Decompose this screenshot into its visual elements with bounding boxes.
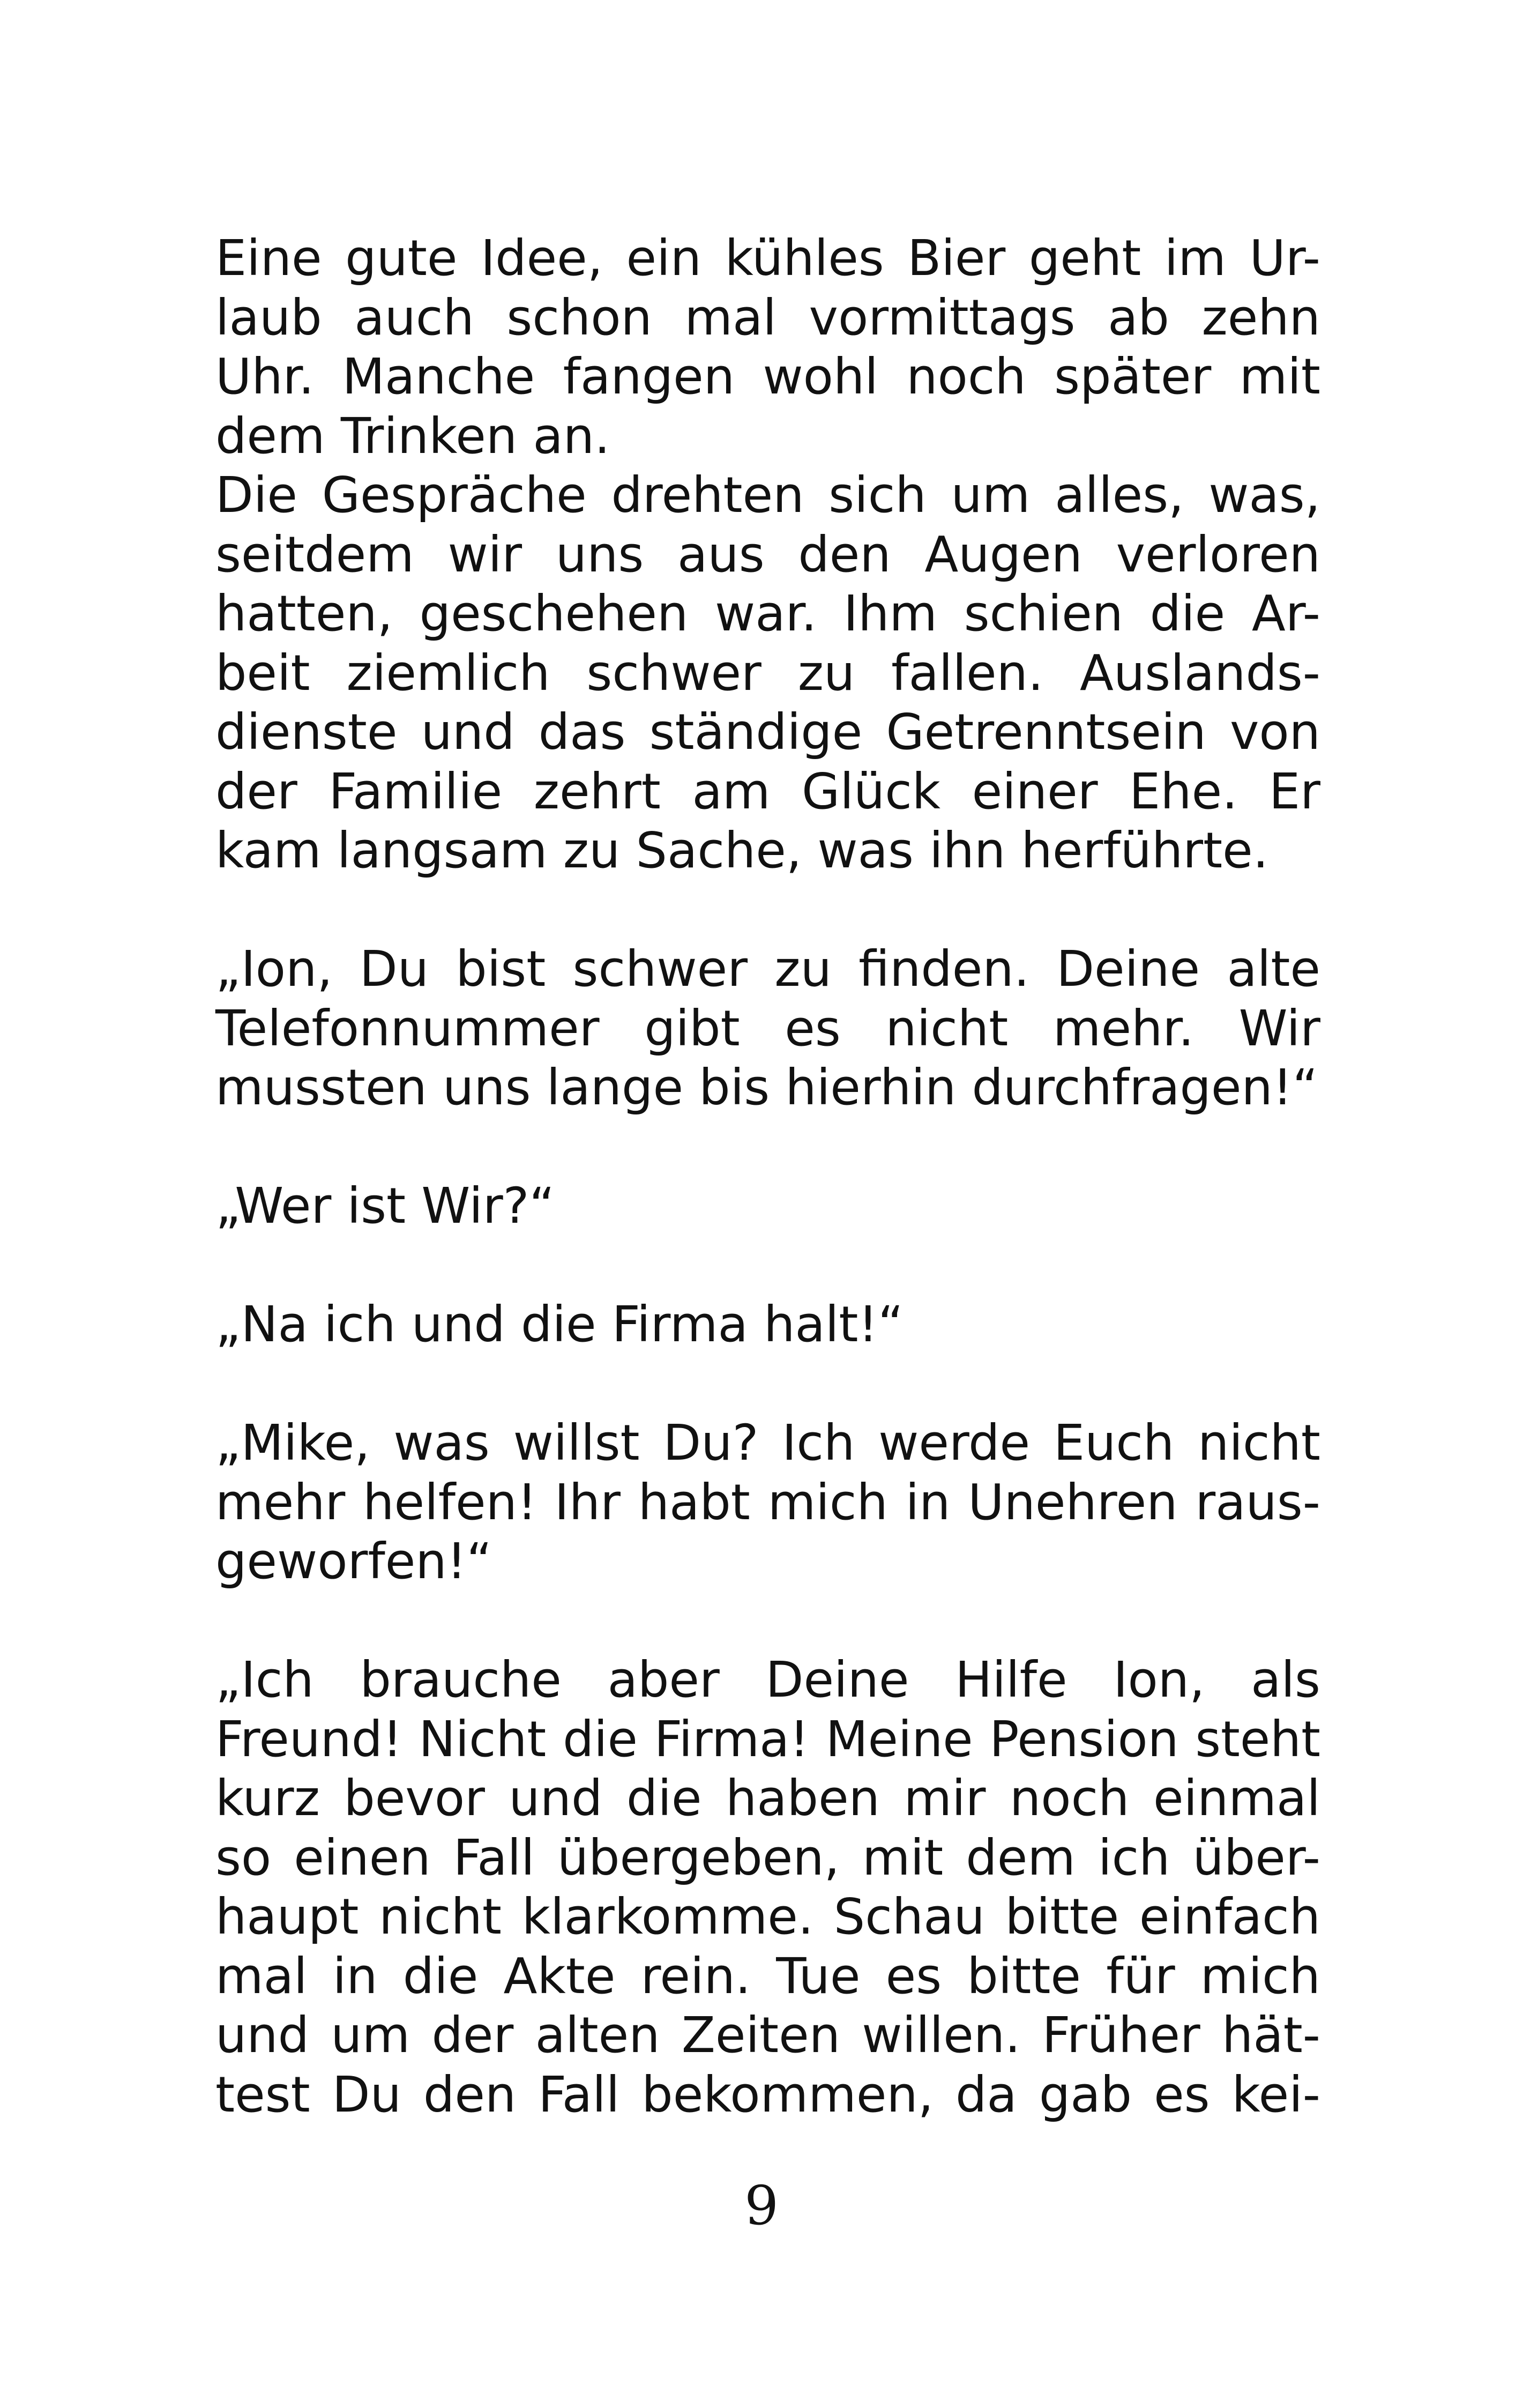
text-line: Freund! Nicht die Firma! Meine Pension steht (215, 1710, 1320, 1768)
text-line: „Na ich und die Firma halt!“ (215, 1296, 904, 1353)
text-line: „Ich brauche aber Deine Hilfe Ion, als (215, 1651, 1320, 1708)
text-line: mehr helfen! Ihr habt mich in Unehren raus- (215, 1473, 1320, 1531)
text-line: und um der alten Zeiten willen. Früher hät- (215, 2006, 1320, 2064)
text-line: dienste und das ständige Getrenntsein von (215, 703, 1320, 761)
text-line: Die Gespräche drehten sich um alles, was, (215, 466, 1320, 524)
paragraph-gap (215, 1236, 1320, 1296)
text-line: Eine gute Idee, ein kühles Bier geht im Ur- (215, 229, 1320, 287)
text-line: Telefonnummer gibt es nicht mehr. Wir (215, 999, 1320, 1057)
text-line: Uhr. Manche fangen wohl noch später mit (215, 348, 1320, 405)
paragraph-gap (215, 1355, 1320, 1414)
text-line: dem Trinken an. (215, 407, 610, 465)
text-line: laub auch schon mal vormittags ab zehn (215, 288, 1320, 346)
text-line: „Wer ist Wir?“ (215, 1177, 555, 1235)
body-text (215, 229, 1320, 2124)
text-line: „Ion, Du bist schwer zu finden. Deine alte (215, 940, 1320, 998)
text-line: so einen Fall übergeben, mit dem ich über- (215, 1829, 1320, 1886)
paragraph-gap (215, 881, 1320, 940)
text-line: beit ziemlich schwer zu fallen. Auslands- (215, 644, 1320, 702)
paragraph-gap (215, 1592, 1320, 1651)
text-line: mussten uns lange bis hierhin durchfragen!“ (215, 1059, 1318, 1116)
text-line: kurz bevor und die haben mir noch einmal (215, 1770, 1320, 1827)
text-line: geworfen!“ (215, 1533, 492, 1590)
text-line: seitdem wir uns aus den Augen verloren (215, 525, 1320, 583)
text-line: der Familie zehrt am Glück einer Ehe. Er (215, 762, 1320, 820)
text-line: test Du den Fall bekommen, da gab es kei- (215, 2065, 1320, 2123)
text-line: mal in die Akte rein. Tue es bitte für mich (215, 1947, 1320, 2005)
text-line: haupt nicht klarkomme. Schau bitte einfach (215, 1888, 1320, 1945)
text-line: „Mike, was willst Du? Ich werde Euch nicht (215, 1414, 1320, 1471)
page-number: 9 (744, 2174, 779, 2237)
text-line: hatten, geschehen war. Ihm schien die Ar- (215, 585, 1320, 642)
paragraph-gap (215, 1118, 1320, 1177)
text-line: kam langsam zu Sache, was ihn herführte. (215, 822, 1269, 879)
